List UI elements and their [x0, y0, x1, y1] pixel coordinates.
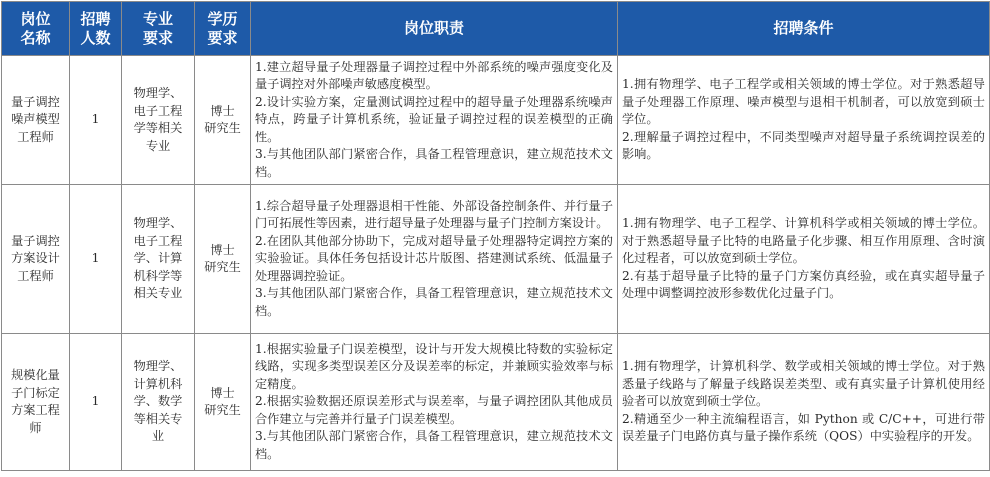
position-name-cell: 量子调控 方案设计 工程师: [2, 185, 70, 334]
duties-cell: 1.根据实验量子门误差模型，设计与开发大规模比特数的实验标定线路，实现多类型误差区分及误差率的标定，并兼顾实验效率与标定精度。 2.根据实验数据还原误差形式与误差率，与量子调控团队其他成员合作建立与完善并行量子门误差模型。 3.与其他团队部门紧密合作，具备工程管理意识，建立规范技术文档。: [251, 334, 618, 471]
header-requirements: 招聘条件: [618, 2, 990, 56]
position-name-cell: 量子调控 噪声模型 工程师: [2, 56, 70, 185]
headcount-cell: 1: [70, 56, 122, 185]
header-degree: 学历 要求: [195, 2, 251, 56]
position-name-cell: 规模化量 子门标定 方案工程 师: [2, 334, 70, 471]
recruitment-table: [1, 1, 990, 471]
table-row: [2, 56, 990, 185]
headcount-cell: 1: [70, 185, 122, 334]
major-cell: 物理学、 计算机科 学、数学 等相关专 业: [122, 334, 195, 471]
major-cell: 物理学、 电子工程 学等相关 专业: [122, 56, 195, 185]
header-row: [2, 2, 990, 56]
duties-cell: 1.建立超导量子处理器量子调控过程中外部系统的噪声强度变化及量子调控对外部噪声敏感度模型。 2.设计实验方案，定量测试调控过程中的超导量子处理器系统噪声特点，跨量子计算机系统，验证量子调控过程的误差模型的正确性。 3.与其他团队部门紧密合作，具备工程管理意识，建立规范技术文档。: [251, 56, 618, 185]
table-row: [2, 334, 990, 471]
degree-cell: 博士 研究生: [195, 56, 251, 185]
header-position: 岗位 名称: [2, 2, 70, 56]
major-cell: 物理学、 电子工程 学、计算 机科学等 相关专业: [122, 185, 195, 334]
header-major: 专业 要求: [122, 2, 195, 56]
header-duties: 岗位职责: [251, 2, 618, 56]
requirements-cell: 1.拥有物理学、电子工程学或相关领域的博士学位。对于熟悉超导量子处理器工作原理、噪声模型与退相干机制者，可以放宽到硕士学位。 2.理解量子调控过程中，不同类型噪声对超导量子系统调控误差的影响。: [618, 56, 990, 185]
headcount-cell: 1: [70, 334, 122, 471]
table-row: [2, 185, 990, 334]
degree-cell: 博士 研究生: [195, 185, 251, 334]
header-count: 招聘 人数: [70, 2, 122, 56]
requirements-cell: 1.拥有物理学、电子工程学、计算机科学或相关领域的博士学位。对于熟悉超导量子比特的电路量子化步骤、相互作用原理、含时演化过程者，可以放宽到硕士学位。 2.有基于超导量子比特的量子门方案仿真经验，或在真实超导量子处理中调整调控波形参数优化过量子门。: [618, 185, 990, 334]
degree-cell: 博士 研究生: [195, 334, 251, 471]
duties-cell: 1.综合超导量子处理器退相干性能、外部设备控制条件、并行量子门可拓展性等因素，进行超导量子处理器与量子门控制方案设计。 2.在团队其他部分协助下，完成对超导量子处理器特定调控方案的实验验证。具体任务包括设计芯片版图、搭建测试系统、低温量子处理器调控验证。 3.与其他团队部门紧密合作，具备工程管理意识，建立规范技术文档。: [251, 185, 618, 334]
requirements-cell: 1.拥有物理学，计算机科学、数学或相关领域的博士学位。对于熟悉量子线路与了解量子线路误差类型、或有真实量子计算机使用经验者可以放宽到硕士学位。 2.精通至少一种主流编程语言，如 Python 或 C/C++，可进行带误差量子门电路仿真与量子操作系统（QOS）中实验程序的开发。: [618, 334, 990, 471]
